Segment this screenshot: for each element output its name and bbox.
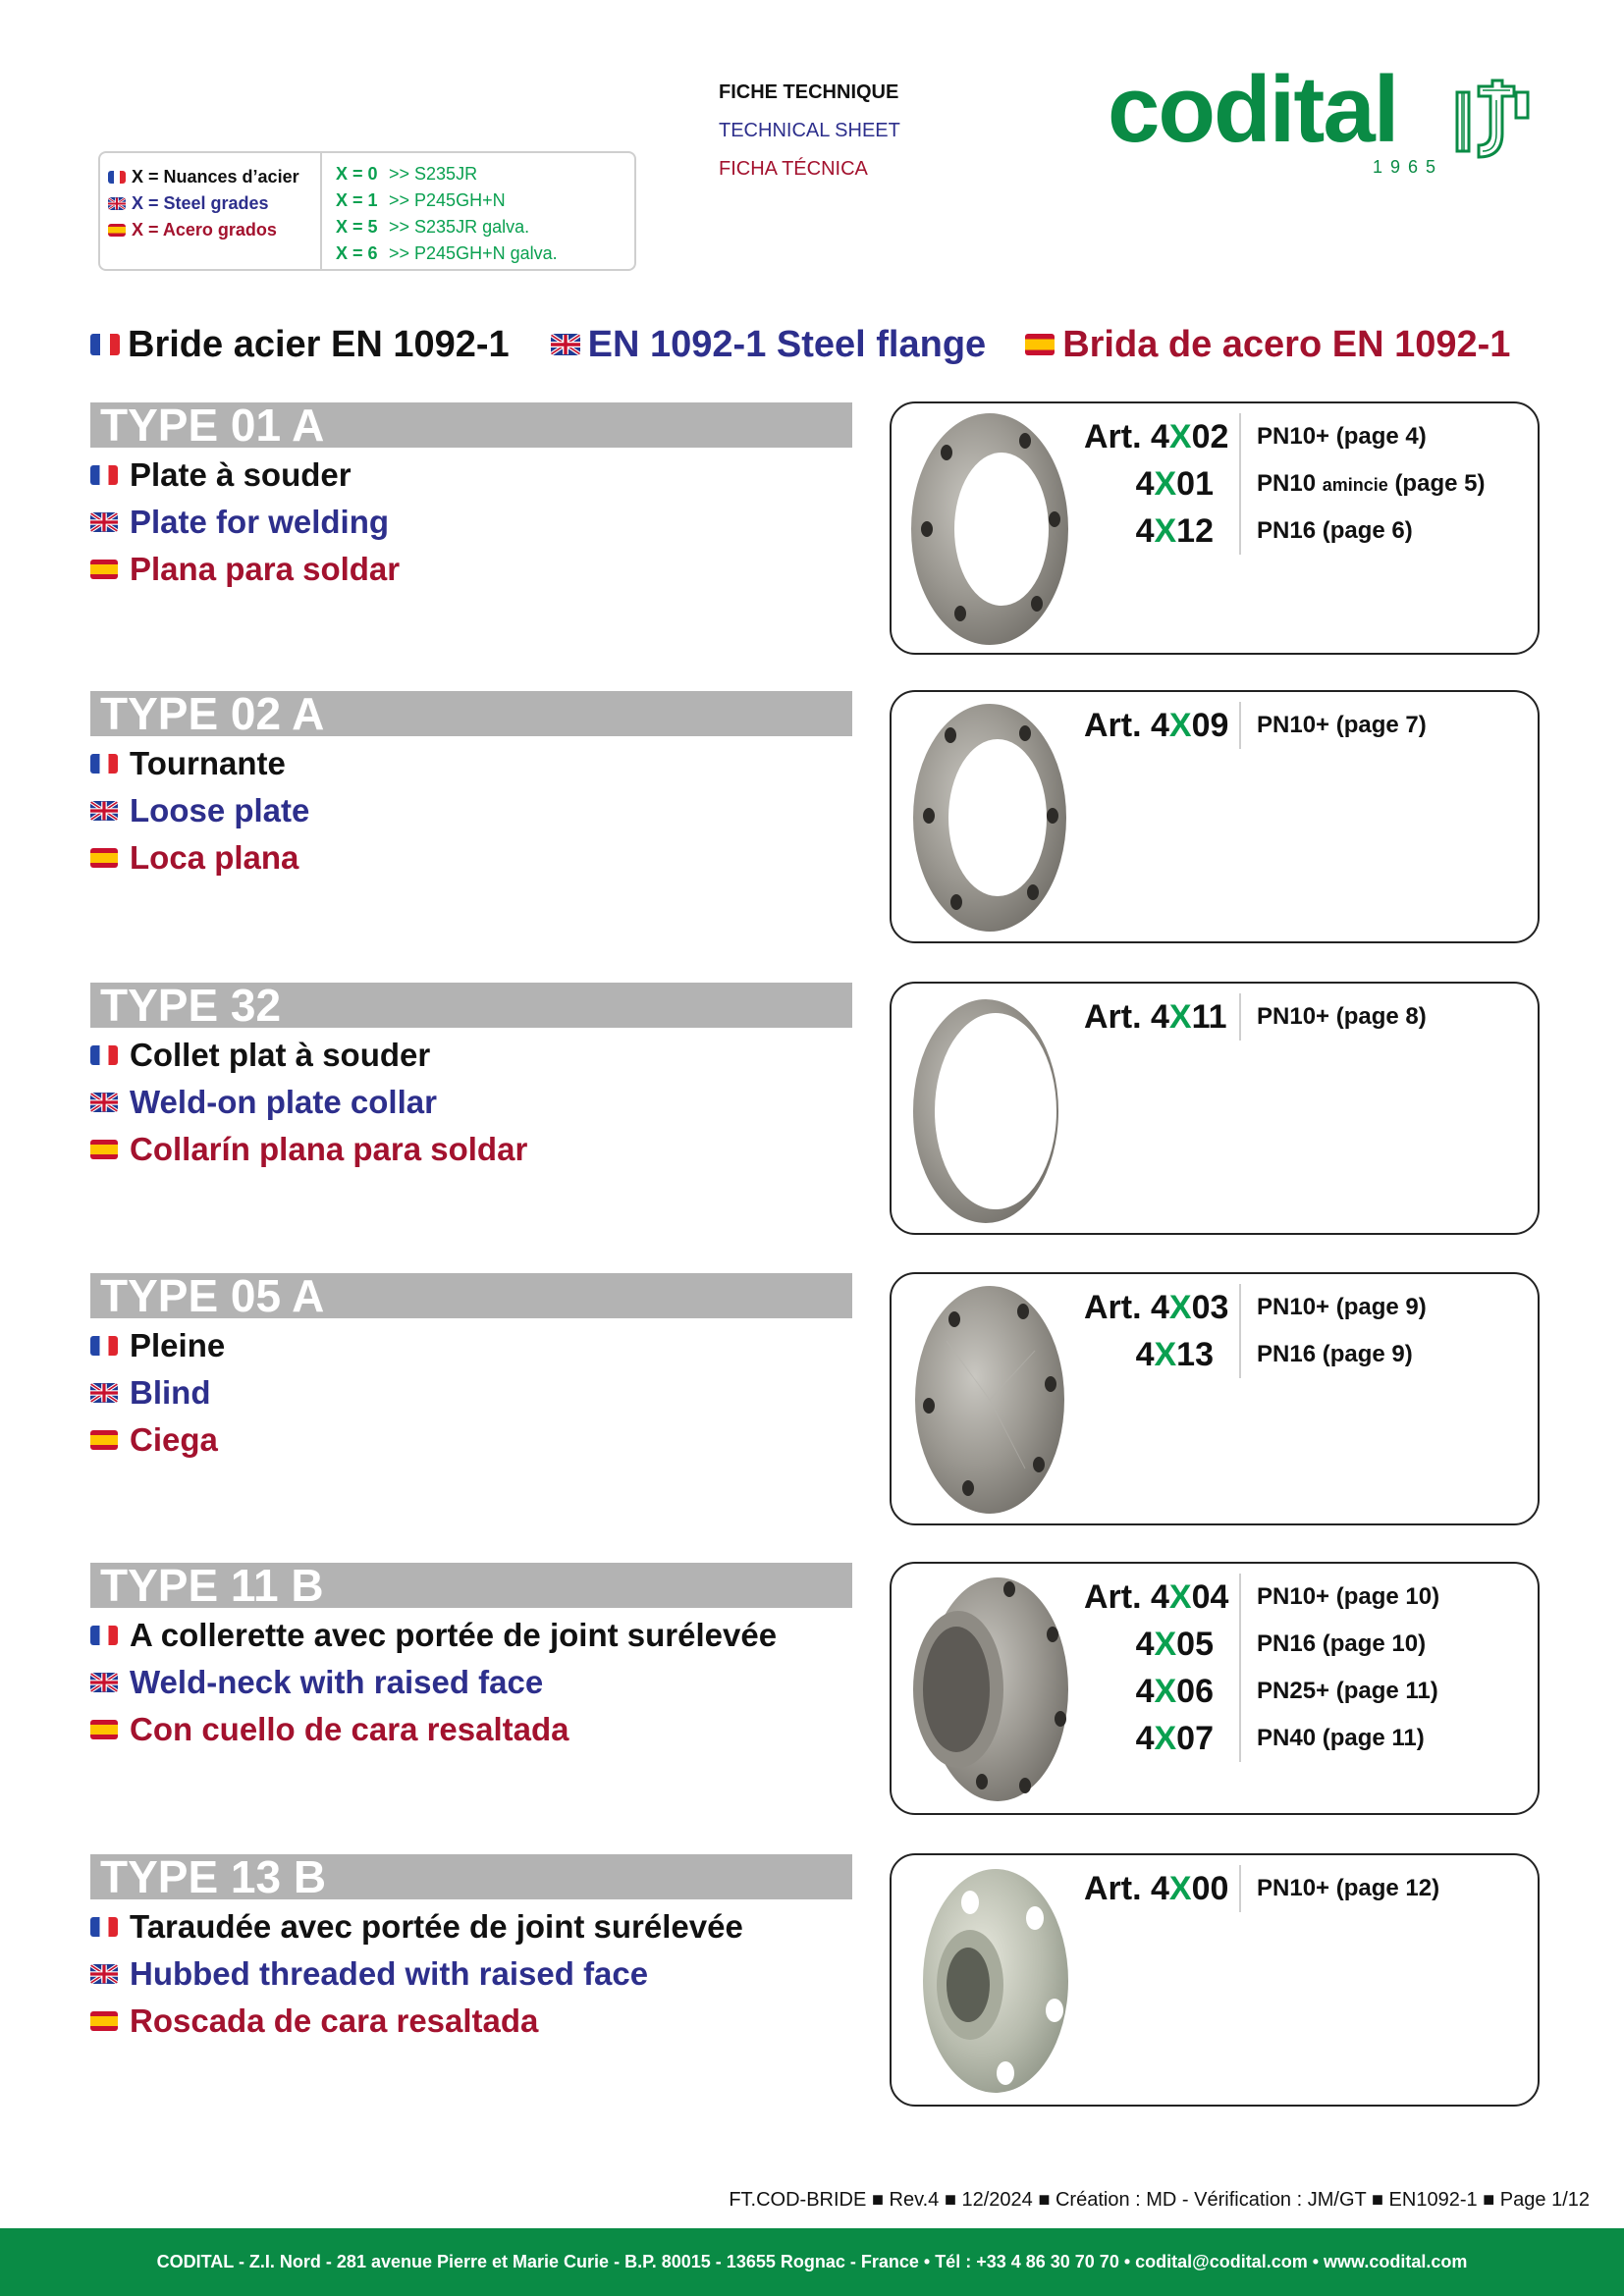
page-title-es: Brida de acero EN 1092-1 [1025,324,1510,366]
france-flag-icon [90,465,118,485]
article-number: Art. 4X03 [1084,1289,1229,1326]
article-number: Art. 4X00 [1084,1870,1229,1907]
pressure-rating: PN10+ (page 10) [1257,1583,1440,1610]
spain-flag-icon [1025,334,1055,355]
page-title [90,320,1510,369]
uk-flag-icon [90,1093,118,1112]
steel-grade-legend [98,151,636,271]
type-description-en: Weld-neck with raised face [90,1661,543,1704]
article-card [890,982,1540,1235]
collar-ring-image [907,991,1072,1227]
threaded-flange-image [907,1863,1072,2099]
france-flag-icon [90,1917,118,1937]
pressure-column [1257,1574,1439,1762]
article-column [1084,1865,1241,1912]
type-heading: TYPE 05 A [90,1273,852,1318]
uk-flag-icon [551,334,580,355]
uk-flag-icon [90,1964,118,1984]
pressure-rating: PN16 (page 6) [1257,517,1413,544]
type-heading: TYPE 13 B [90,1854,852,1899]
spain-flag-icon [90,2011,118,2031]
article-column [1084,413,1241,555]
uk-flag-icon [90,1383,118,1403]
type-description-fr: Collet plat à souder [90,1034,430,1077]
article-number: 4X05 [1135,1626,1214,1663]
pressure-rating: PN10+ (page 8) [1257,1003,1427,1030]
type-description-fr: A collerette avec portée de joint surélevée [90,1614,777,1657]
france-flag-icon [90,1626,118,1645]
sheet-title-en: TECHNICAL SHEET [719,120,900,141]
spain-flag-icon [90,1720,118,1739]
type-description-es: Con cuello de cara resaltada [90,1708,569,1751]
blind-flange-image [907,1282,1072,1518]
logo-wordmark: codital [1108,57,1398,162]
article-number: 4X07 [1135,1720,1214,1757]
legend-label-es: X = Acero grados [132,220,277,240]
article-number: Art. 4X09 [1084,707,1229,744]
pressure-column [1257,1865,1439,1912]
legend-grade-list [336,161,558,267]
france-flag-icon [90,334,120,355]
france-flag-icon [90,1045,118,1065]
type-description-es: Loca plana [90,836,298,880]
spain-flag-icon [108,224,126,237]
type-heading: TYPE 11 B [90,1563,852,1608]
legend-row-es [108,220,277,240]
footer-address-bar: CODITAL - Z.I. Nord - 281 avenue Pierre et Marie Curie - B.P. 80015 - 13655 Rognac - France • Tél : +33 4 86 30 70 70 • codital@codital.com • www.codital.com [0,2228,1624,2296]
pressure-rating: PN16 (page 10) [1257,1630,1427,1657]
type-description-es: Collarín plana para soldar [90,1128,527,1171]
type-description-en: Hubbed threaded with raised face [90,1952,648,1996]
type-description-fr: Taraudée avec portée de joint surélevée [90,1905,743,1949]
type-description-fr: Tournante [90,742,286,785]
article-card [890,1562,1540,1815]
legend-label-en: X = Steel grades [132,193,269,213]
article-number: 4X06 [1135,1673,1214,1710]
legend-row-fr [108,167,299,187]
pressure-column [1257,993,1427,1041]
loose-flange-image [907,700,1072,935]
spain-flag-icon [90,848,118,868]
article-column [1084,1574,1241,1762]
article-column [1084,993,1241,1041]
article-number: 4X12 [1135,512,1214,550]
weld-neck-flange-image [907,1572,1072,1807]
type-description-en: Blind [90,1371,210,1415]
article-number: Art. 4X11 [1084,998,1227,1036]
type-heading: TYPE 32 [90,983,852,1028]
article-number: 4X01 [1135,465,1214,503]
type-description-en: Weld-on plate collar [90,1081,437,1124]
type-description-es: Plana para soldar [90,548,400,591]
revision-line: FT.COD-BRIDE ■ Rev.4 ■ 12/2024 ■ Création : MD - Vérification : JM/GT ■ EN1092-1 ■ Page 1/12 [729,2189,1590,2211]
type-description-es: Ciega [90,1418,218,1462]
pressure-rating: PN10 amincie (page 5) [1257,470,1486,497]
pressure-column [1257,702,1427,749]
type-description-en: Loose plate [90,789,309,832]
logo-year: 1965 [1373,157,1444,177]
type-description-es: Roscada de cara resaltada [90,2000,538,2043]
article-column [1084,1284,1241,1378]
pressure-rating: PN10+ (page 12) [1257,1875,1440,1901]
legend-label-fr: X = Nuances d’acier [132,167,299,187]
page-title-en: EN 1092-1 Steel flange [551,324,987,366]
type-description-fr: Pleine [90,1324,225,1367]
grade-row: X = 0 >> S235JR [336,164,478,184]
pressure-rating: PN40 (page 11) [1257,1725,1425,1751]
article-number: 4X13 [1135,1336,1214,1373]
grade-row: X = 1 >> P245GH+N [336,190,506,210]
pressure-rating: PN25+ (page 11) [1257,1678,1438,1704]
codital-logo-mark-icon [1453,79,1532,165]
uk-flag-icon [90,1673,118,1692]
article-number: Art. 4X04 [1084,1578,1229,1616]
article-card [890,1272,1540,1525]
pressure-column [1257,413,1485,555]
france-flag-icon [90,1336,118,1356]
sheet-title-es: FICHA TÉCNICA [719,158,868,180]
france-flag-icon [90,754,118,774]
page-title-fr: Bride acier EN 1092-1 [90,324,510,366]
article-card [890,690,1540,943]
uk-flag-icon [90,512,118,532]
article-card [890,401,1540,655]
pressure-column [1257,1284,1427,1378]
type-heading: TYPE 02 A [90,691,852,736]
pressure-rating: PN10+ (page 7) [1257,712,1427,738]
pressure-rating: PN10+ (page 4) [1257,423,1427,450]
type-description-fr: Plate à souder [90,454,352,497]
spain-flag-icon [90,1140,118,1159]
france-flag-icon [108,171,126,184]
article-card [890,1853,1540,2107]
codital-logo [1108,57,1540,187]
pressure-rating: PN10+ (page 9) [1257,1294,1427,1320]
spain-flag-icon [90,560,118,579]
article-column [1084,702,1241,749]
plate-flange-image [907,411,1072,647]
grade-row: X = 5 >> S235JR galva. [336,217,530,237]
article-number: Art. 4X02 [1084,418,1229,455]
type-heading: TYPE 01 A [90,402,852,448]
grade-row: X = 6 >> P245GH+N galva. [336,243,558,263]
legend-row-en [108,193,269,214]
legend-labels [100,153,322,269]
spain-flag-icon [90,1430,118,1450]
uk-flag-icon [108,197,126,210]
pressure-rating: PN16 (page 9) [1257,1341,1413,1367]
type-description-en: Plate for welding [90,501,389,544]
sheet-title-fr: FICHE TECHNIQUE [719,81,899,103]
uk-flag-icon [90,801,118,821]
